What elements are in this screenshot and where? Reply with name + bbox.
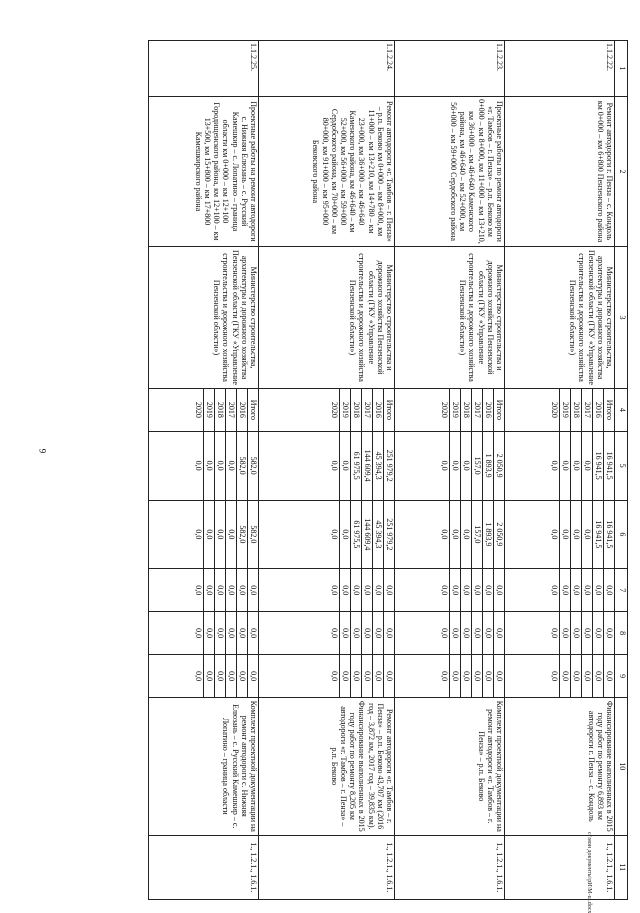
regional-funding-value: 16 941,5 <box>603 501 614 569</box>
table-row <box>149 41 259 900</box>
regional-funding-value: 0,0 <box>550 529 559 540</box>
column-header: 1 <box>615 41 628 97</box>
regional-funding-value: 144 609,4 <box>361 501 372 569</box>
year-value: 2018 <box>214 389 225 431</box>
regional-funding-value: 0,0 <box>559 501 570 569</box>
regional-funding <box>395 500 505 569</box>
regional-funding-value: 0,0 <box>330 529 339 540</box>
federal-funding-value: 0,0 <box>570 569 581 611</box>
year-value: 2019 <box>449 389 460 431</box>
local-funding-value: 0,0 <box>460 612 471 654</box>
expected-result: Ремонт автодороги «г. Тамбов – г. Пенза» – р.п. Беково 43,707 км (2016 год – 3,872 км, 2017 год – 39,835 км). Финансирование выполненных в 2015 году работ по ремонту 8,205 км автодороги «г. Тамбов – г. Пенза» – р.п. Беково <box>259 698 395 835</box>
total-funding <box>149 431 259 500</box>
local-funding-value: 0,0 <box>339 612 350 654</box>
regional-funding-value: 45 394,3 <box>372 501 383 569</box>
other-funding-value: 0,0 <box>383 655 394 697</box>
year-value: Итого <box>247 389 258 431</box>
regional-funding-value: 0,0 <box>203 501 214 569</box>
federal-funding-value: 0,0 <box>372 569 383 611</box>
regional-funding-value: 0,0 <box>570 501 581 569</box>
local-funding <box>259 612 395 655</box>
rotated-page-content <box>48 40 628 900</box>
row-number: 1.1.2.25. <box>149 41 259 97</box>
other-funding-value: 0,0 <box>460 655 471 697</box>
local-funding-value: 0,0 <box>440 628 449 639</box>
federal-funding-value: 0,0 <box>592 569 603 611</box>
year-value: 2016 <box>236 389 247 431</box>
other-funding-value: 0,0 <box>339 655 350 697</box>
row-number: 1.1.2.22. <box>505 41 615 97</box>
year-value: 2020 <box>194 401 203 418</box>
federal-funding <box>149 569 259 612</box>
table-row <box>395 41 505 900</box>
total-funding-value: 0,0 <box>440 460 449 471</box>
total-funding-value: 0,0 <box>194 460 203 471</box>
activity-name: Проектные работы на ремонт автодороги с. Нижняя Елюзань – с. Русский Камешкир – с. Лопатино – граница области км 0+000 – км 12+100 Городищенского района, км 12+100 – км 13+500, км 15+800 – км 17+800 Камешкирского района <box>149 96 259 246</box>
total-funding-value: 0,0 <box>203 432 214 500</box>
other-funding-value: 0,0 <box>550 671 559 682</box>
year-value: 2019 <box>203 389 214 431</box>
column-header: 11 <box>615 835 628 900</box>
total-funding-value: 0,0 <box>225 432 236 500</box>
regional-funding-value: 0,0 <box>581 501 592 569</box>
local-funding-value: 0,0 <box>330 628 339 639</box>
local-funding-value: 0,0 <box>493 612 504 654</box>
table-row <box>505 41 615 900</box>
other-funding-value: 0,0 <box>603 655 614 697</box>
activity-name: Проектные работы по ремонт автодороги «г. Тамбов – г. Пенза» – р.п. Беково км 0+000 – км 8+000, км 11+000 – км 13+210, км 36+000 – км 46+640 Каменского района, км 46+640 – км 52+000, км 56+000 – км 59+000 Сердобского района <box>395 96 505 246</box>
page-number: 9 <box>37 448 48 454</box>
local-funding-value: 0,0 <box>550 628 559 639</box>
executor: Министерство строительства, архитектуры и дорожного хозяйства Пензенской области (ГКУ «Управление строительства и дорожного хозяйства Пензенской области») <box>149 247 259 389</box>
total-funding-value: 251 979,2 <box>383 432 394 500</box>
regional-funding-value: 0,0 <box>225 501 236 569</box>
local-funding-value: 0,0 <box>449 612 460 654</box>
year-value: 2017 <box>225 389 236 431</box>
expected-result: Финансирование выполненных в 2015 году работ по ремонту 6,893 км автодороги г. Пенза – с. Кондоль <box>505 698 615 835</box>
total-funding-value: 0,0 <box>581 432 592 500</box>
federal-funding-value: 0,0 <box>482 569 493 611</box>
total-funding-value: 157,0 <box>471 432 482 500</box>
activity-name: Ремонт автодороги г. Пенза – с. Кондоль км 0+000 – км 6+800 Пензенского района <box>505 96 615 246</box>
local-funding-value: 0,0 <box>225 612 236 654</box>
regional-funding-value: 582,0 <box>247 501 258 569</box>
local-funding-value: 0,0 <box>482 612 493 654</box>
other-funding <box>259 655 395 698</box>
federal-funding-value: 0,0 <box>203 569 214 611</box>
regional-funding-value: 582,0 <box>236 501 247 569</box>
total-funding-value: 144 609,4 <box>361 432 372 500</box>
row-number: 1.1.2.24. <box>259 41 395 97</box>
other-funding-value: 0,0 <box>247 655 258 697</box>
column-header: 9 <box>615 655 628 698</box>
local-funding-value: 0,0 <box>383 612 394 654</box>
other-funding-value: 0,0 <box>225 655 236 697</box>
local-funding-value: 0,0 <box>581 612 592 654</box>
total-funding-value: 0,0 <box>449 432 460 500</box>
federal-funding-value: 0,0 <box>330 585 339 596</box>
row-number: 1.1.2.23. <box>395 41 505 97</box>
local-funding-value: 0,0 <box>194 628 203 639</box>
federal-funding <box>395 569 505 612</box>
year <box>149 388 259 431</box>
year-value: 2020 <box>550 401 559 418</box>
expected-result: Комплект проектной документации на ремонт автодороги «г. Тамбов – г. Пенза» – р.п. Беково <box>395 698 505 835</box>
other-funding <box>505 655 615 698</box>
indicators: 1., 1.2.1., 1.6.1. <box>149 835 259 900</box>
indicators: 1., 1.2.1., 1.6.1. <box>259 835 395 900</box>
year <box>259 388 395 431</box>
file-path-footer: c:\мои документы\рИ\М-ш.docx <box>586 832 592 913</box>
expected-result: Комплект проектной документации на ремонт автодороги с. Нижняя Елюзань – с. Русский Камешкир – с. Лопатино – граница области <box>149 698 259 835</box>
federal-funding-value: 0,0 <box>440 585 449 596</box>
regional-funding-value: 0,0 <box>214 501 225 569</box>
federal-funding-value: 0,0 <box>581 569 592 611</box>
local-funding-value: 0,0 <box>203 612 214 654</box>
federal-funding-value: 0,0 <box>339 569 350 611</box>
local-funding-value: 0,0 <box>372 612 383 654</box>
total-funding <box>505 431 615 500</box>
other-funding-value: 0,0 <box>372 655 383 697</box>
executor: Министерство строительства и дорожного хозяйства Пензенской области (ГКУ «Управление строительства и дорожного хозяйства Пензенской области») <box>259 247 395 389</box>
other-funding <box>149 655 259 698</box>
header-row <box>615 41 628 900</box>
federal-funding-value: 0,0 <box>350 569 361 611</box>
table-row <box>259 41 395 900</box>
column-header: 4 <box>615 388 628 431</box>
indicators: 1., 1.2.1., 1.6.1. <box>505 835 615 900</box>
regional-funding-value: 251 979,2 <box>383 501 394 569</box>
local-funding-value: 0,0 <box>471 612 482 654</box>
year-value: 2017 <box>581 389 592 431</box>
federal-funding-value: 0,0 <box>471 569 482 611</box>
regional-funding-value: 61 975,5 <box>350 501 361 569</box>
regional-funding-value: 2 050,9 <box>493 501 504 569</box>
other-funding-value: 0,0 <box>581 655 592 697</box>
regional-funding-value: 1 893,9 <box>482 501 493 569</box>
year-value: 2018 <box>460 389 471 431</box>
regional-funding <box>505 500 615 569</box>
total-funding-value: 1 893,9 <box>482 432 493 500</box>
total-funding-value: 16 941,5 <box>592 432 603 500</box>
federal-funding-value: 0,0 <box>460 569 471 611</box>
other-funding-value: 0,0 <box>482 655 493 697</box>
year-value: 2018 <box>570 389 581 431</box>
local-funding-value: 0,0 <box>570 612 581 654</box>
other-funding-value: 0,0 <box>214 655 225 697</box>
local-funding-value: 0,0 <box>247 612 258 654</box>
federal-funding-value: 0,0 <box>247 569 258 611</box>
federal-funding-value: 0,0 <box>449 569 460 611</box>
total-funding <box>259 431 395 500</box>
regional-funding-value: 0,0 <box>460 501 471 569</box>
local-funding-value: 0,0 <box>350 612 361 654</box>
year-value: 2018 <box>350 389 361 431</box>
column-header: 8 <box>615 612 628 655</box>
program-table <box>148 40 628 900</box>
federal-funding-value: 0,0 <box>214 569 225 611</box>
other-funding <box>395 655 505 698</box>
year-value: 2016 <box>592 389 603 431</box>
federal-funding-value: 0,0 <box>559 569 570 611</box>
year-value: 2016 <box>482 389 493 431</box>
other-funding-value: 0,0 <box>449 655 460 697</box>
other-funding-value: 0,0 <box>559 655 570 697</box>
local-funding-value: 0,0 <box>236 612 247 654</box>
total-funding-value: 61 975,5 <box>350 432 361 500</box>
other-funding-value: 0,0 <box>361 655 372 697</box>
federal-funding-value: 0,0 <box>225 569 236 611</box>
regional-funding <box>149 500 259 569</box>
year <box>395 388 505 431</box>
column-header: 3 <box>615 247 628 389</box>
federal-funding-value: 0,0 <box>493 569 504 611</box>
local-funding-value: 0,0 <box>603 612 614 654</box>
column-header: 6 <box>615 500 628 569</box>
year-value: Итого <box>383 389 394 431</box>
column-header: 2 <box>615 96 628 246</box>
federal-funding <box>259 569 395 612</box>
year-value: 2019 <box>559 389 570 431</box>
other-funding-value: 0,0 <box>330 671 339 682</box>
total-funding-value: 582,0 <box>236 432 247 500</box>
federal-funding-value: 0,0 <box>194 585 203 596</box>
other-funding-value: 0,0 <box>350 655 361 697</box>
other-funding-value: 0,0 <box>236 655 247 697</box>
total-funding-value: 2 050,9 <box>493 432 504 500</box>
year-value: Итого <box>493 389 504 431</box>
local-funding-value: 0,0 <box>361 612 372 654</box>
total-funding-value: 0,0 <box>214 432 225 500</box>
federal-funding-value: 0,0 <box>236 569 247 611</box>
total-funding-value: 0,0 <box>460 432 471 500</box>
column-header: 10 <box>615 698 628 835</box>
local-funding <box>505 612 615 655</box>
other-funding-value: 0,0 <box>440 671 449 682</box>
executor: Министерство строительства и дорожного хозяйства Пензенской области (ГКУ «Управление строительства и дорожного хозяйства Пензенской области») <box>395 247 505 389</box>
regional-funding-value: 16 941,5 <box>592 501 603 569</box>
total-funding-value: 0,0 <box>550 460 559 471</box>
year <box>505 388 615 431</box>
federal-funding-value: 0,0 <box>383 569 394 611</box>
federal-funding-value: 0,0 <box>550 585 559 596</box>
other-funding-value: 0,0 <box>471 655 482 697</box>
local-funding-value: 0,0 <box>559 612 570 654</box>
total-funding-value: 0,0 <box>339 432 350 500</box>
regional-funding <box>259 500 395 569</box>
other-funding-value: 0,0 <box>203 655 214 697</box>
local-funding <box>395 612 505 655</box>
indicators: 1., 1.2.1., 1.6.1. <box>395 835 505 900</box>
total-funding-value: 0,0 <box>570 432 581 500</box>
regional-funding-value: 0,0 <box>339 501 350 569</box>
regional-funding-value: 0,0 <box>440 529 449 540</box>
regional-funding-value: 0,0 <box>449 501 460 569</box>
regional-funding-value: 157,0 <box>471 501 482 569</box>
total-funding-value: 582,0 <box>247 432 258 500</box>
other-funding-value: 0,0 <box>592 655 603 697</box>
year-value: 2020 <box>330 401 339 418</box>
executor: Министерство строительства, архитектуры и дорожного хозяйства Пензенской области (ГКУ «Управление строительства и дорожного хозяйства Пензенской области») <box>505 247 615 389</box>
year-value: 2017 <box>471 389 482 431</box>
local-funding-value: 0,0 <box>592 612 603 654</box>
federal-funding <box>505 569 615 612</box>
year-value: 2020 <box>440 401 449 418</box>
other-funding-value: 0,0 <box>194 671 203 682</box>
other-funding-value: 0,0 <box>493 655 504 697</box>
local-funding <box>149 612 259 655</box>
federal-funding-value: 0,0 <box>603 569 614 611</box>
activity-name: Ремонт автодороги «г. Тамбов – г. Пенза» – р.п. Беково км 0+000 – км 8+000, км 11+000 – км 13+210, км 14+780 – км 23+000, км 36+000 – км 46+640 Каменского района, км 46+640 – км 52+000, км 56+000 – км 59+000 Сердобского района, км 70+000 – км 80+000, км 91+000 – км 95+000 Бековского района <box>259 96 395 246</box>
year-value: 2019 <box>339 389 350 431</box>
column-header: 5 <box>615 431 628 500</box>
year-value: Итого <box>603 389 614 431</box>
total-funding <box>395 431 505 500</box>
total-funding-value: 45 394,3 <box>372 432 383 500</box>
column-header: 7 <box>615 569 628 612</box>
year-value: 2017 <box>361 389 372 431</box>
total-funding-value: 0,0 <box>330 460 339 471</box>
total-funding-value: 16 941,5 <box>603 432 614 500</box>
federal-funding-value: 0,0 <box>361 569 372 611</box>
local-funding-value: 0,0 <box>214 612 225 654</box>
year-value: 2016 <box>372 389 383 431</box>
other-funding-value: 0,0 <box>570 655 581 697</box>
regional-funding-value: 0,0 <box>194 529 203 540</box>
total-funding-value: 0,0 <box>559 432 570 500</box>
